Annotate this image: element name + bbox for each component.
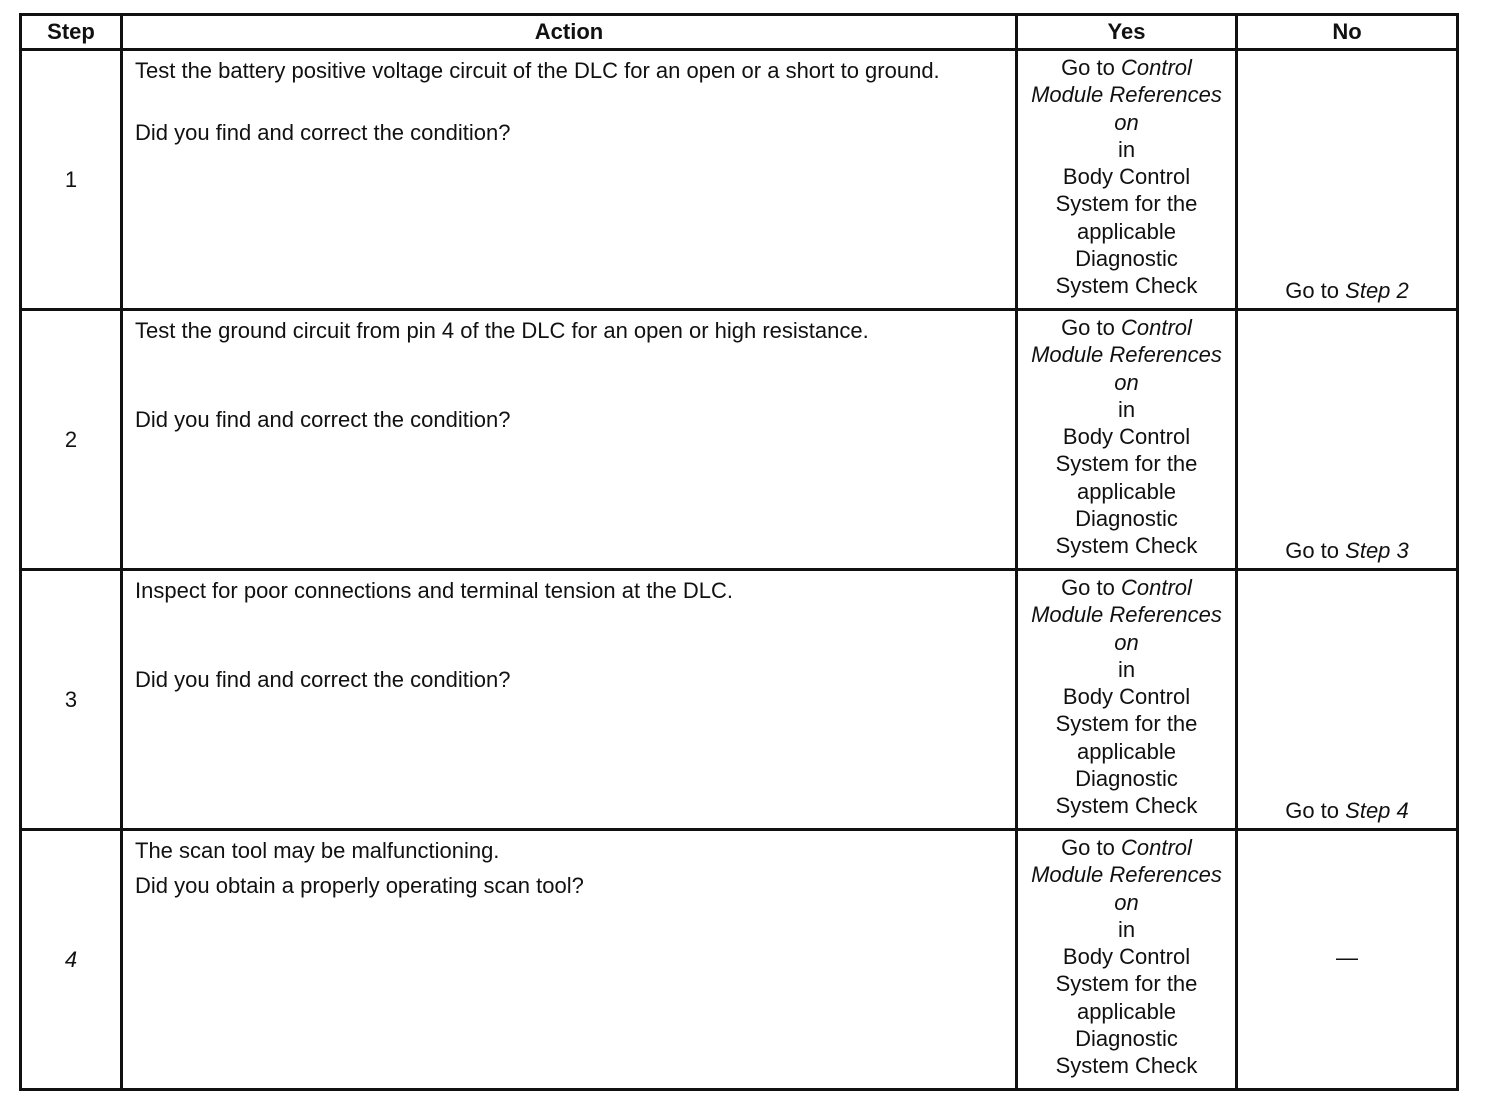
- yes-body-1: Body Control: [1062, 424, 1191, 450]
- yes-reference-module[interactable]: Module: [1031, 602, 1104, 628]
- yes-cell: [1017, 570, 1237, 830]
- yes-reference-link[interactable]: Control: [1121, 575, 1192, 600]
- step-number: 2: [21, 310, 122, 570]
- action-cell: [122, 830, 1017, 1090]
- yes-in: in: [1117, 136, 1136, 162]
- header-row: [21, 15, 1458, 50]
- table-row: [21, 50, 1458, 310]
- yes-cell: [1017, 50, 1237, 310]
- yes-body-5: System Check: [1055, 273, 1198, 299]
- step-number: 4: [21, 830, 122, 1090]
- yes-in: in: [1117, 396, 1136, 422]
- header-no: No: [1237, 15, 1458, 50]
- yes-reference-module[interactable]: Module: [1031, 82, 1104, 108]
- no-step-link[interactable]: Step 4: [1345, 797, 1409, 823]
- yes-body-3: applicable: [1076, 218, 1177, 244]
- no-step-link[interactable]: Step 2: [1345, 277, 1409, 303]
- action-text: The scan tool may be malfunctioning.: [135, 838, 500, 863]
- yes-reference-on[interactable]: References on: [1109, 82, 1222, 135]
- no-prefix: Go to: [1285, 537, 1340, 563]
- yes-body-2: System for the: [1055, 451, 1198, 477]
- no-step-link[interactable]: Step 3: [1345, 537, 1409, 563]
- action-question: Did you obtain a properly operating scan tool?: [135, 873, 584, 899]
- yes-body-4: Diagnostic: [1075, 1026, 1178, 1052]
- yes-body-2: System for the: [1055, 971, 1198, 997]
- action-cell: [122, 570, 1017, 830]
- header-action: Action: [122, 15, 1017, 50]
- action-question: Did you find and correct the condition?: [135, 407, 511, 433]
- action-question: Did you find and correct the condition?: [135, 120, 511, 146]
- yes-reference-link[interactable]: Control: [1121, 315, 1192, 340]
- yes-reference-on[interactable]: References on: [1109, 602, 1222, 655]
- yes-body-4: Diagnostic: [1075, 766, 1178, 792]
- yes-line-1: Go to Control: [1061, 315, 1192, 340]
- action-text: Inspect for poor connections and terminal tension at the DLC.: [135, 578, 734, 603]
- yes-in: in: [1117, 916, 1136, 942]
- action-question: Did you find and correct the condition?: [135, 667, 511, 693]
- no-cell: [1237, 310, 1458, 570]
- yes-body-2: System for the: [1055, 191, 1198, 217]
- yes-body-3: applicable: [1076, 478, 1177, 504]
- header-yes: Yes: [1017, 15, 1237, 50]
- action-text: Test the ground circuit from pin 4 of the DLC for an open or high resistance.: [135, 318, 869, 343]
- no-cell: [1237, 50, 1458, 310]
- yes-body-5: System Check: [1055, 533, 1198, 559]
- yes-body-1: Body Control: [1062, 944, 1191, 970]
- action-cell: [122, 310, 1017, 570]
- no-cell: [1237, 570, 1458, 830]
- yes-body-4: Diagnostic: [1075, 506, 1178, 532]
- no-prefix: Go to: [1285, 277, 1340, 303]
- yes-body-5: System Check: [1055, 1053, 1198, 1079]
- yes-line-1: Go to Control: [1061, 835, 1192, 860]
- yes-reference-on[interactable]: References on: [1109, 342, 1222, 395]
- yes-reference-module[interactable]: Module: [1031, 342, 1104, 368]
- yes-cell: [1017, 830, 1237, 1090]
- diagnostic-table: [19, 13, 1459, 1091]
- yes-line-1: Go to Control: [1061, 55, 1192, 80]
- yes-body-3: applicable: [1076, 998, 1177, 1024]
- yes-reference-link[interactable]: Control: [1121, 835, 1192, 860]
- table-row: [21, 310, 1458, 570]
- yes-body-1: Body Control: [1062, 684, 1191, 710]
- no-prefix: Go to: [1285, 797, 1340, 823]
- yes-body-5: System Check: [1055, 793, 1198, 819]
- yes-body-1: Body Control: [1062, 164, 1191, 190]
- table-row: [21, 830, 1458, 1090]
- step-number: 3: [21, 570, 122, 830]
- action-text: Test the battery positive voltage circuit of the DLC for an open or a short to ground.: [135, 58, 940, 83]
- yes-reference-on[interactable]: References on: [1109, 862, 1222, 915]
- yes-reference-link[interactable]: Control: [1121, 55, 1192, 80]
- no-dash: —: [1336, 944, 1358, 970]
- header-step: Step: [21, 15, 122, 50]
- yes-body-3: applicable: [1076, 738, 1177, 764]
- step-number: 1: [21, 50, 122, 310]
- yes-body-2: System for the: [1055, 711, 1198, 737]
- action-cell: [122, 50, 1017, 310]
- yes-in: in: [1117, 656, 1136, 682]
- table-row: [21, 570, 1458, 830]
- yes-body-4: Diagnostic: [1075, 246, 1178, 272]
- yes-cell: [1017, 310, 1237, 570]
- yes-reference-module[interactable]: Module: [1031, 862, 1104, 888]
- yes-line-1: Go to Control: [1061, 575, 1192, 600]
- no-cell: [1237, 830, 1458, 1090]
